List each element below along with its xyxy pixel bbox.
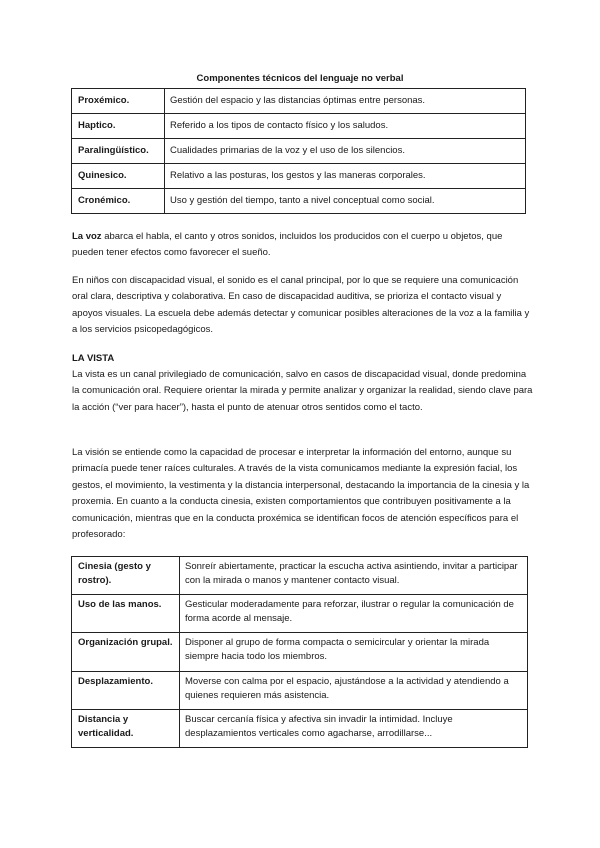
row-term: Organización grupal. bbox=[72, 633, 180, 672]
row-definition: Gesticular moderadamente para reforzar, ilustrar o regular la comunicación de forma acorde al mensaje. bbox=[180, 595, 528, 633]
row-term: Cinesia (gesto y rostro). bbox=[72, 557, 180, 595]
section-heading: LA VISTA bbox=[72, 353, 115, 364]
row-term: Quinesico. bbox=[72, 164, 165, 189]
paragraph-disability: En niños con discapacidad visual, el sonido es el canal principal, por lo que se requiere una comunicación oral clara, descriptiva y colaborativa. En caso de discapacidad auditiva, se prioriza el contacto visual y apoyos visuales. La escuela debe además detectar y comunicar posibles alteraciones de la voz a la familia y a los servicios psicopedagógicos. bbox=[72, 275, 530, 336]
table-row bbox=[72, 139, 526, 164]
nonverbal-components-table bbox=[71, 88, 526, 214]
row-term: Distancia y verticalidad. bbox=[72, 710, 180, 748]
row-definition: Sonreír abiertamente, practicar la escucha activa asintiendo, invitar a participar con la mirada o manos y mantener contacto visual. bbox=[180, 557, 528, 595]
paragraph-lead: La voz bbox=[72, 231, 102, 242]
paragraph-sight: La vista es un canal privilegiado de comunicación, salvo en casos de discapacidad visual, donde predomina la comunicación oral. Requiere orientar la mirada y permite analizar y organizar la realidad, siendo clave para la acción (“ver para hacer”), hasta el punto de atenuar otros sentidos como el tacto. bbox=[72, 369, 533, 413]
table-row bbox=[72, 89, 526, 114]
row-term: Paralingüístico. bbox=[72, 139, 165, 164]
paragraph-vision: La visión se entiende como la capacidad de procesar e interpretar la información del entorno, aunque su primacía puede tener raíces culturales. A través de la vista comunicamos mediante la expresión facial, los gestos, el movimiento, la vestimenta y la distancia interpersonal, destacando la importancia de la cinesia y la proxemia. En cuanto a la conducta cinesia, existen comportamientos que contribuyen positivamente a la comunicación, mientras que en la conducta proxémica se identifican focos de atención específicos para el profesorado: bbox=[72, 447, 530, 541]
row-definition: Cualidades primarias de la voz y el uso de los silencios. bbox=[165, 139, 526, 164]
table-title: Componentes técnicos del lenguaje no verbal bbox=[196, 73, 404, 84]
row-term: Haptico. bbox=[72, 114, 165, 139]
row-term: Proxémico. bbox=[72, 89, 165, 114]
row-definition: Referido a los tipos de contacto físico y los saludos. bbox=[165, 114, 526, 139]
row-definition: Disponer al grupo de forma compacta o semicircular y orientar la mirada siempre hacia todo los miembros. bbox=[180, 633, 528, 672]
table-row bbox=[72, 189, 526, 214]
attention-focus-table bbox=[71, 556, 528, 748]
row-term: Cronémico. bbox=[72, 189, 165, 214]
row-definition: Uso y gestión del tiempo, tanto a nivel conceptual como social. bbox=[165, 189, 526, 214]
row-term: Desplazamiento. bbox=[72, 672, 180, 710]
row-definition: Relativo a las posturas, los gestos y las maneras corporales. bbox=[165, 164, 526, 189]
table-row bbox=[72, 114, 526, 139]
paragraph-text: abarca el habla, el canto y otros sonidos, incluidos los producidos con el cuerpo u objetos, que pueden tener efectos como favorecer el sueño. bbox=[72, 231, 503, 259]
table-row bbox=[72, 595, 528, 633]
table-row bbox=[72, 557, 528, 595]
table-row bbox=[72, 672, 528, 710]
row-term: Uso de las manos. bbox=[72, 595, 180, 633]
table-row bbox=[72, 710, 528, 748]
paragraph-voice bbox=[72, 229, 534, 262]
row-definition: Gestión del espacio y las distancias óptimas entre personas. bbox=[165, 89, 526, 114]
table-row bbox=[72, 164, 526, 189]
row-definition: Moverse con calma por el espacio, ajustándose a la actividad y atendiendo a quienes requieren más asistencia. bbox=[180, 672, 528, 710]
table-row bbox=[72, 633, 528, 672]
row-definition: Buscar cercanía física y afectiva sin invadir la intimidad. Incluye desplazamientos verticales como agacharse, arrodillarse... bbox=[180, 710, 528, 748]
